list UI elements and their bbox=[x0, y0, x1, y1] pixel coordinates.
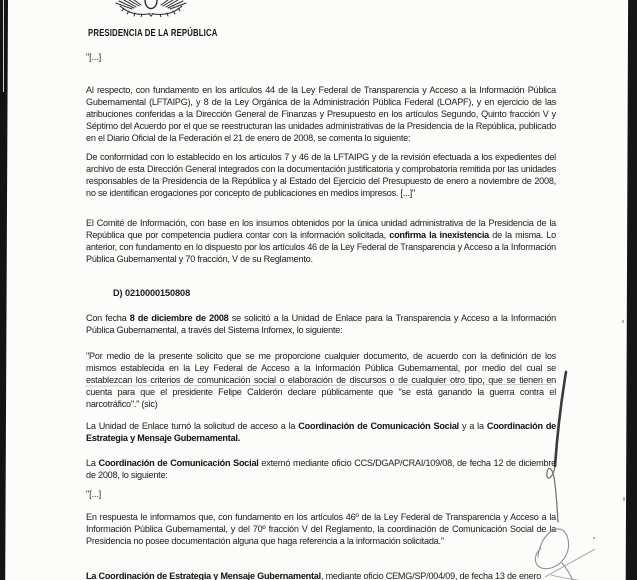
pen-dot-speck bbox=[593, 537, 595, 539]
bold-fecha-solicitud: 8 de diciembre de 2008 bbox=[129, 313, 229, 323]
bold-coordinacion-comunicacion-social: Coordinación de Comunicación Social bbox=[98, 458, 259, 468]
paragraph-text: El Comité de Información, con base en los insumos obtenidos por la única unidad administrativa de la Presidencia de la República que por competencia pudiera contar con la información solicitada, bbox=[86, 218, 556, 241]
paragraph-text: De conformidad con lo establecido en los artículos 7 y 46 de la LFTAIPG y de la revisión efectuada a los expedientes del archivo de esta Dirección General integrados con la documentación justificatoria y comprobatoria remitida por las unidades responsables de la Presidencia de la República y al Estado del Ejercicio del Presupuesto de enero a noviembre de 2008, no se identifican erogaciones por concepto de publicaciones en medios impresos. [...]" bbox=[86, 152, 556, 199]
quotation-ellipsis-mid: "[...] bbox=[86, 489, 102, 499]
scan-speck bbox=[622, 320, 624, 323]
page-title: PRESIDENCIA DE LA REPÚBLICA bbox=[88, 27, 218, 39]
paragraph-text: "Por medio de la presente solicito que se me proporcione cualquier documento, de acuerdo con la definición de los mismos establecida en la Ley Federal de Acceso a la Información Pública Gubernamental, por medio del cual se establezcan los criterios de comunicación social o elaboración de discursos o de cualquier otro tipo, que se tienen en cuenta para que el presidente Felipe Calderón declare públicamente que "se está ganando la guerra contra el narcotráfico"." (sic) bbox=[86, 351, 556, 410]
paragraph-con-fecha bbox=[86, 312, 556, 336]
quotation-ellipsis-top: "[...] bbox=[86, 52, 102, 62]
pen-signature-tail bbox=[562, 563, 573, 580]
bold-coordinacion-comunicacion-social: Coordinación de Comunicación Social bbox=[298, 421, 459, 431]
paragraph-al-respecto bbox=[86, 84, 556, 144]
paragraph-text: externó mediante oficio CCS/DGAP/CRAI/109/08, de fecha 12 de diciembre de 2008, lo siguiente: bbox=[86, 458, 556, 481]
paragraph-de-conformidad bbox=[86, 151, 556, 199]
scan-border-left-hairline bbox=[3, 0, 4, 92]
emblem-right-wing bbox=[161, 0, 186, 9]
paragraph-en-respuesta bbox=[86, 511, 556, 547]
paragraph-text: En respuesta le informamos que, con fundamento en los artículos 46º de la Ley Federal de Transparencia y Acceso a la Información Pública Gubernamental, y del 70º fracción V del Reglamento, la coordinación de Comunicación Social de la Presidencia no posee documentación alguna que haga referencia a la información solicitada." bbox=[86, 512, 556, 547]
paragraph-oficio-ccs bbox=[86, 457, 556, 481]
paragraph-oficio-cemg-cutoff bbox=[86, 570, 556, 580]
paragraph-texto-solicitud bbox=[86, 350, 556, 410]
scan-border-left bbox=[0, 0, 8, 580]
bold-coordinacion-estrategia: La Coordinación de Estrategia y Mensaje Gubernamental bbox=[86, 571, 321, 580]
paragraph-text: se solicitó a la Unidad de Enlace para la Transparencia y Acceso a la Información Pública Gubernamental, a través del Sistema Infomex, lo siguiente: bbox=[86, 313, 556, 336]
mexican-national-emblem-icon bbox=[112, 0, 190, 17]
bold-confirma-inexistencia: confirma la inexistencia bbox=[389, 230, 489, 241]
paragraph-turno-unidad-enlace bbox=[86, 420, 556, 444]
paragraph-text: Con fecha bbox=[86, 313, 130, 323]
emblem-left-wing bbox=[116, 0, 141, 9]
paragraph-text: Al respecto, con fundamento en los artículos 44 de la Ley Federal de Transparencia y Acceso a la Información Pública Gubernamental (LFTAIPG), y 8 de la Ley Orgánica de la Administración Pública Federal (LOAPF), y en ejercicio de las atribuciones conferidas a la Dirección General de Finanzas y Presupuesto en los artículos Segundo, Quinto fracción V y Séptimo del Acuerdo por el que se reestructuran las unidades administrativas de la Presidencia de la República, publicado en el Diario Oficial de la Federación el 21 de enero de 2008, se comenta lo siguiente: bbox=[86, 85, 556, 144]
paragraph-text: y a la bbox=[458, 421, 487, 431]
pen-checkmark-stroke bbox=[555, 372, 566, 466]
emblem-body bbox=[145, 0, 157, 9]
paragraph-text: La bbox=[86, 458, 99, 468]
scan-border-right bbox=[625, 0, 637, 580]
pen-signature-underswash bbox=[551, 575, 592, 580]
paragraph-text: de la misma. Lo anterior, con fundamento en lo dispuesto por los artículos 46 de la Ley Federal de Transparencia y Acceso a la Información Pública Gubernamental y 70 fracción, V de su Reglamento. bbox=[86, 230, 557, 265]
paragraph-text: La Unidad de Enlace turnó la solicitud de acceso a la bbox=[86, 421, 299, 431]
paragraph-text: , mediante oficio CEMG/SP/004/09, de fecha 13 de enero bbox=[320, 571, 542, 580]
paragraph-comite-informacion bbox=[86, 217, 556, 265]
section-heading-folio: D) 0210000150808 bbox=[113, 288, 191, 298]
bold-coordinacion-estrategia: Coordinación de Estrategia y Mensaje Gubernamental. bbox=[86, 421, 556, 444]
scan-speck bbox=[623, 497, 625, 501]
